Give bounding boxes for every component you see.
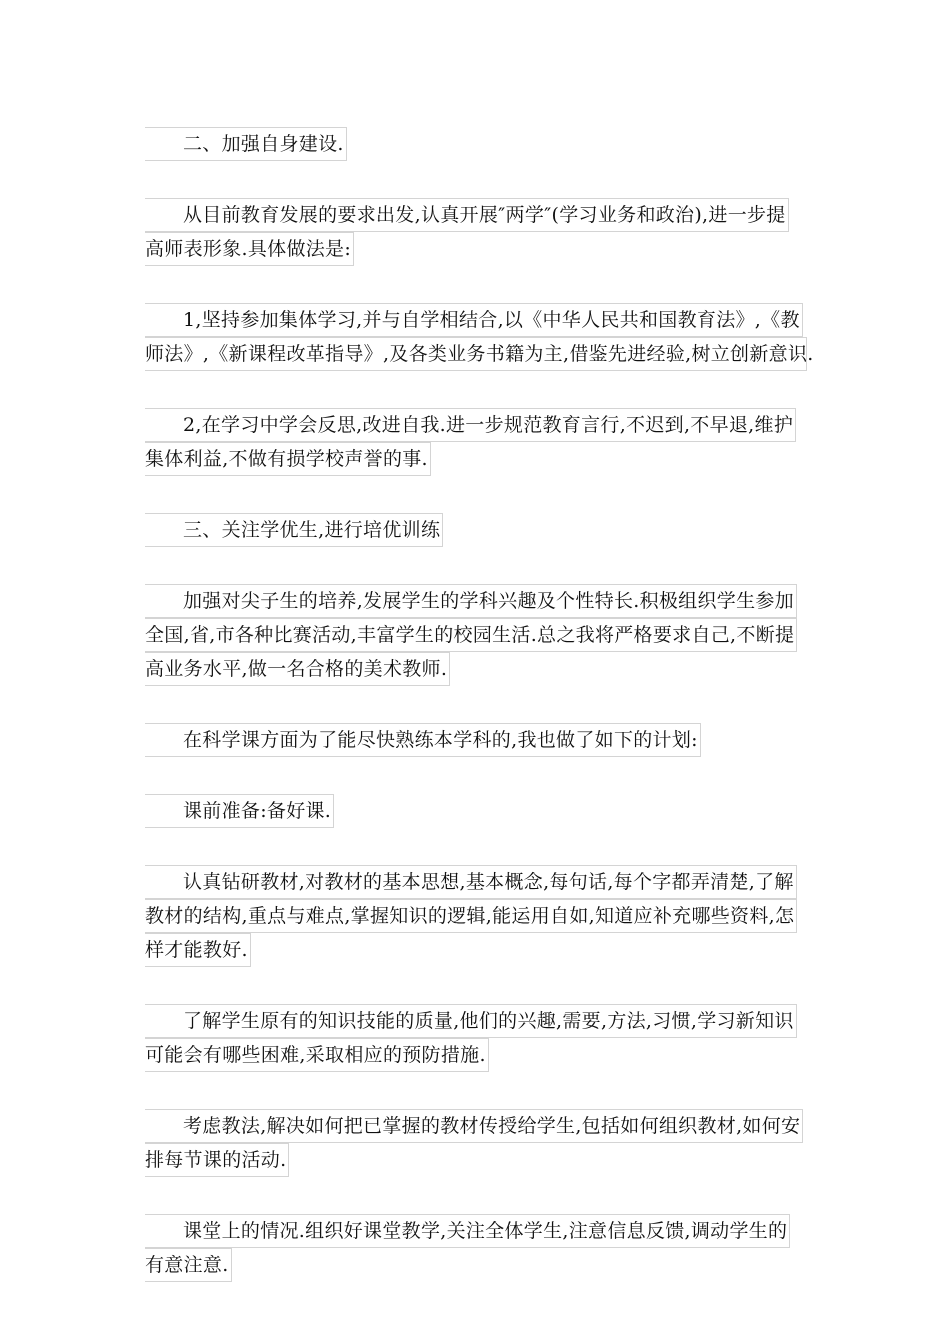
paragraph xyxy=(145,584,805,686)
text-line: 有意注意. xyxy=(145,1248,232,1282)
text-line: 样才能教好. xyxy=(145,933,251,967)
text-line: 师法》,《新课程改革指导》,及各类业务书籍为主,借鉴先进经验,树立创新意识. xyxy=(145,337,807,371)
text-line: 考虑教法,解决如何把已掌握的教材传授给学生,包括如何组织教材,如何安 xyxy=(145,1109,803,1143)
paragraph xyxy=(145,1004,805,1072)
text-line: 课前准备:备好课. xyxy=(145,794,334,828)
paragraph xyxy=(145,723,805,757)
text-line: 课堂上的情况.组织好课堂教学,关注全体学生,注意信息反馈,调动学生的 xyxy=(145,1214,790,1248)
text-line: 1,坚持参加集体学习,并与自学相结合,以《中华人民共和国教育法》,《教 xyxy=(145,303,803,337)
text-line: 二、加强自身建设. xyxy=(145,127,347,161)
text-line: 2,在学习中学会反思,改进自我.进一步规范教育言行,不迟到,不早退,维护 xyxy=(145,408,796,442)
paragraph xyxy=(145,1214,805,1282)
paragraph xyxy=(145,408,805,476)
paragraph xyxy=(145,794,805,828)
text-line: 在科学课方面为了能尽快熟练本学科的,我也做了如下的计划: xyxy=(145,723,701,757)
text-line: 可能会有哪些困难,采取相应的预防措施. xyxy=(145,1038,489,1072)
paragraph-heading-3 xyxy=(145,513,805,547)
document-body xyxy=(145,127,814,1319)
text-line: 高师表形象.具体做法是: xyxy=(145,232,354,266)
text-line: 高业务水平,做一名合格的美术教师. xyxy=(145,652,450,686)
text-line: 排每节课的活动. xyxy=(145,1143,289,1177)
text-line: 教材的结构,重点与难点,掌握知识的逻辑,能运用自如,知道应补充哪些资料,怎 xyxy=(145,899,797,933)
paragraph xyxy=(145,1109,805,1177)
paragraph xyxy=(145,303,814,371)
paragraph xyxy=(145,198,805,266)
text-line: 三、关注学优生,进行培优训练 xyxy=(145,513,443,547)
text-line: 加强对尖子生的培养,发展学生的学科兴趣及个性特长.积极组织学生参加 xyxy=(145,584,797,618)
text-line: 从目前教育发展的要求出发,认真开展″两学″(学习业务和政治),进一步提 xyxy=(145,198,789,232)
paragraph-heading-2 xyxy=(145,127,805,161)
text-line: 全国,省,市各种比赛活动,丰富学生的校园生活.总之我将严格要求自己,不断提 xyxy=(145,618,797,652)
paragraph xyxy=(145,865,805,967)
text-line: 了解学生原有的知识技能的质量,他们的兴趣,需要,方法,习惯,学习新知识 xyxy=(145,1004,797,1038)
text-line: 认真钻研教材,对教材的基本思想,基本概念,每句话,每个字都弄清楚,了解 xyxy=(145,865,797,899)
text-line: 集体利益,不做有损学校声誉的事. xyxy=(145,442,431,476)
